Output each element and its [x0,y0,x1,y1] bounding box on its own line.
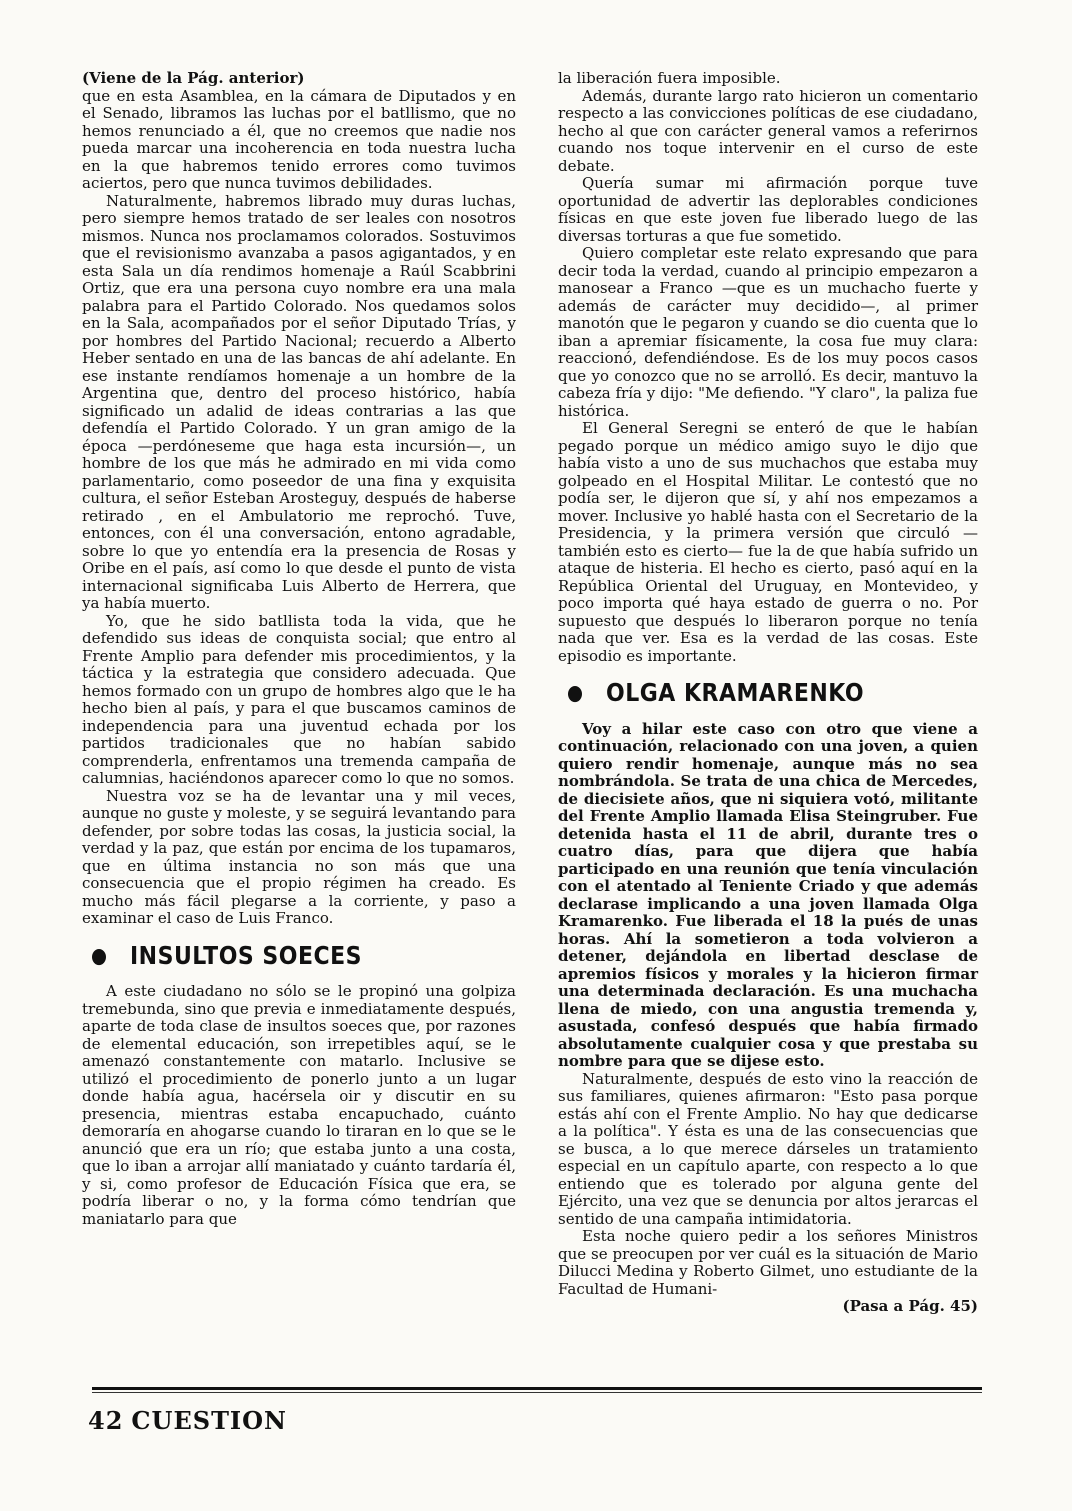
body-paragraph: Esta noche quiero pedir a los señores Ministros que se preocupen por ver cuál es la situación de Mario Dilucci Medina y Roberto Gilmet, uno estudiante de la Facultad de Humani- [558,1227,978,1298]
body-paragraph: que en esta Asamblea, en la cámara de Diputados y en el Senado, libramos las luchas por el batllismo, que no hemos renunciado a él, que no creemos que nadie nos pueda marcar una incoherencia en toda nuestra lucha en la que habremos tenido errores como tuvimos aciertos, pero que nunca tuvimos debilidades. [82,86,516,192]
body-paragraph: la liberación fuera imposible. [558,69,781,87]
bullet-icon [568,686,582,702]
page-footer [88,1406,287,1435]
body-paragraph: El General Seregni se enteró de que le habían pegado porque un médico amigo suyo le dijo que había visto a uno de sus muchachos que estaba muy golpeado en el Hospital Militar. Le contestó que no podía ser, le dijeron que sí, y ahí nos empezamos a mover. Inclusive yo hablé hasta con el Secretario de la Presidencia, y la primera versión que circuló —también esto es cierto— fue la de que había sufrido un ataque de histeria. El hecho es cierto, pasó aquí en la República Oriental del Uruguay, en Montevideo, y poco importa qué haya estado de guerra o no. Por supuesto que después lo liberaron porque no tenía nada que ver. Esa es la verdad de las cosas. Este episodio es importante. [558,419,978,665]
body-paragraph: Quiero completar este relato expresando que para decir toda la verdad, cuando al principio empezaron a manosear a Franco —que es un muchacho fuerte y además de carácter muy decidido—, al primer manotón que le pegaron y cuando se dio cuenta que lo iban a apremiar físicamente, la cosa fue muy clara: reaccionó, defendiéndose. Es de los muy pocos casos que yo conozco que no se arrolló. Es decir, mantuvo la cabeza fría y dijo: "Me defiendo. "Y claro", la paliza fue histórica. [558,244,978,420]
body-paragraph: Voy a hilar este caso con otro que viene a continuación, relacionado con una joven, a quien quiero rendir homenaje, aunque más no sea nombrándola. Se trata de una chica de Mercedes, de diecisiete años, que ni siquiera votó, militante del Frente Amplio llamada Elisa Steingruber. Fue detenida hasta el 11 de abril, durante tres o cuatro días, para que dijera que había participado en una reunión que tenía vinculación con el atentado al Teniente Criado y que además declarase implicando a una joven llamada Olga Kramarenko. Fue liberada el 18 la pués de unas horas. Ahí la sometieron a toda volvieron a detener, dejándola en libertad desclase de apremios físicos y morales y la hicieron firmar una determinada declaración. Es una muchacha llena de miedo, con una angustia tremenda y, asustada, confesó después que había firmado absolutamente cualquier cosa y que prestaba su nombre para que se dijese esto. [558,719,978,1070]
body-paragraph: Nuestra voz se ha de levantar una y mil veces, aunque no guste y moleste, y se seguirá levantando para defender, por sobre todas las cosas, la justicia social, la verdad y la paz, que están por encima de los tupamaros, que en última instancia no son más que una consecuencia que el propio régimen ha creado. Es mucho más fácil plegarse a la corriente, y paso a examinar el caso de Luis Franco. [82,786,516,927]
section-heading-olga [568,679,978,708]
bullet-icon [92,948,106,964]
section-heading-text: OLGA KRAMARENKO [606,679,865,708]
section-heading-text: INSULTOS SOECES [130,941,362,971]
magazine-name: CUESTION [131,1406,287,1435]
footer-rule-thin [92,1392,982,1393]
continuation-header: (Viene de la Pág. anterior) [82,69,305,87]
footer-rule [92,1387,982,1390]
right-column [558,70,978,1316]
body-paragraph: Naturalmente, habremos librado muy duras luchas, pero siempre hemos tratado de ser leales con nosotros mismos. Nunca nos proclamamos colorados. Sostuvimos que el revisionismo avanzaba a pasos agigantados, y en esta Sala un día rendimos homenaje a Raúl Scabbrini Ortiz, que era una persona cuyo nombre era una mala palabra para el Partido Colorado. Nos quedamos solos en la Sala, acompañados por el señor Diputado Trías, y por hombres del Partido Nacional; recuerdo a Alberto Heber sentado en una de las bancas de ahí adelante. En ese instante rendíamos homenaje a un hombre de la Argentina que, dentro del proceso histórico, había significado un adalid de ideas contrarias a las que defendía el Partido Colorado. Y un gran amigo de la época —perdóneseme que haga esta incursión—, un hombre de los que más he admirado en mi vida como parlamentario, como poseedor de una fina y exquisita cultura, el señor Esteban Arosteguy, después de haberse retirado , en el Ambulatorio me reprochó. Tuve, entonces, con él una conversación, entono agradable, sobre lo que yo entendía era la presencia de Rosas y Oribe en el país, así como lo que desde el punto de vista internacional significaba Luis Alberto de Herrera, que ya había muerto. [82,191,516,612]
left-column [82,70,516,1228]
body-paragraph: Yo, que he sido batllista toda la vida, que he defendido sus ideas de conquista social; que entro al Frente Amplio para defender mis procedimientos, y la táctica y la estrategia que considero adecuada. Que hemos formado con un grupo de hombres algo que le ha hecho bien al país, y para el que buscamos caminos de independencia para una juventud echada por los partidos tradicionales que no habían sabido comprenderla, enfrentamos una tremenda campaña de calumnias, haciéndonos aparecer como lo que no somos. [82,611,516,787]
continuation-footer: (Pasa a Pág. 45) [842,1297,978,1315]
body-paragraph: Quería sumar mi afirmación porque tuve oportunidad de advertir las deplorables condiciones físicas en que este joven fue liberado luego de las diversas torturas a que fue sometido. [558,174,978,245]
section-heading-insultos [92,941,516,971]
body-paragraph: Naturalmente, después de esto vino la reacción de sus familiares, quienes afirmaron: "Esto pasa porque estás ahí con el Frente Amplio. No hay que dedicarse a la política". Y ésta es una de las consecuencias que se busca, a lo que merece dárseles un tratamiento especial en un capítulo aparte, con respecto a lo que entiendo que es tolerado por alguna gente del Ejército, una vez que se denuncia por altos jerarcas el sentido de una campaña intimidatoria. [558,1069,978,1228]
body-paragraph: Además, durante largo rato hicieron un comentario respecto a las convicciones políticas de ese ciudadano, hecho al que con carácter general vamos a referirnos cuando nos toque intervenir en el curso de este debate. [558,86,978,175]
page-number: 42 [88,1406,124,1435]
body-paragraph: A este ciudadano no sólo se le propinó una golpiza tremebunda, sino que previa e inmediatamente después, aparte de toda clase de insultos soeces que, por razones de elemental educación, son irrepetibles aquí, se le amenazó constantemente con matarlo. Inclusive se utilizó el procedimiento de ponerlo junto a un lugar donde había agua, hacérsela oir y discutir en su presencia, mientras estaba encapuchado, cuánto demoraría en ahogarse cuando lo tiraran en lo que se le anunció que era un río; que estaba junto a una costa, que lo iban a arrojar allí maniatado y cuánto tardaría él, y si, como profesor de Educación Física que era, se podría liberar o no, y la forma cómo tendrían que maniatarlo para que [82,982,516,1228]
